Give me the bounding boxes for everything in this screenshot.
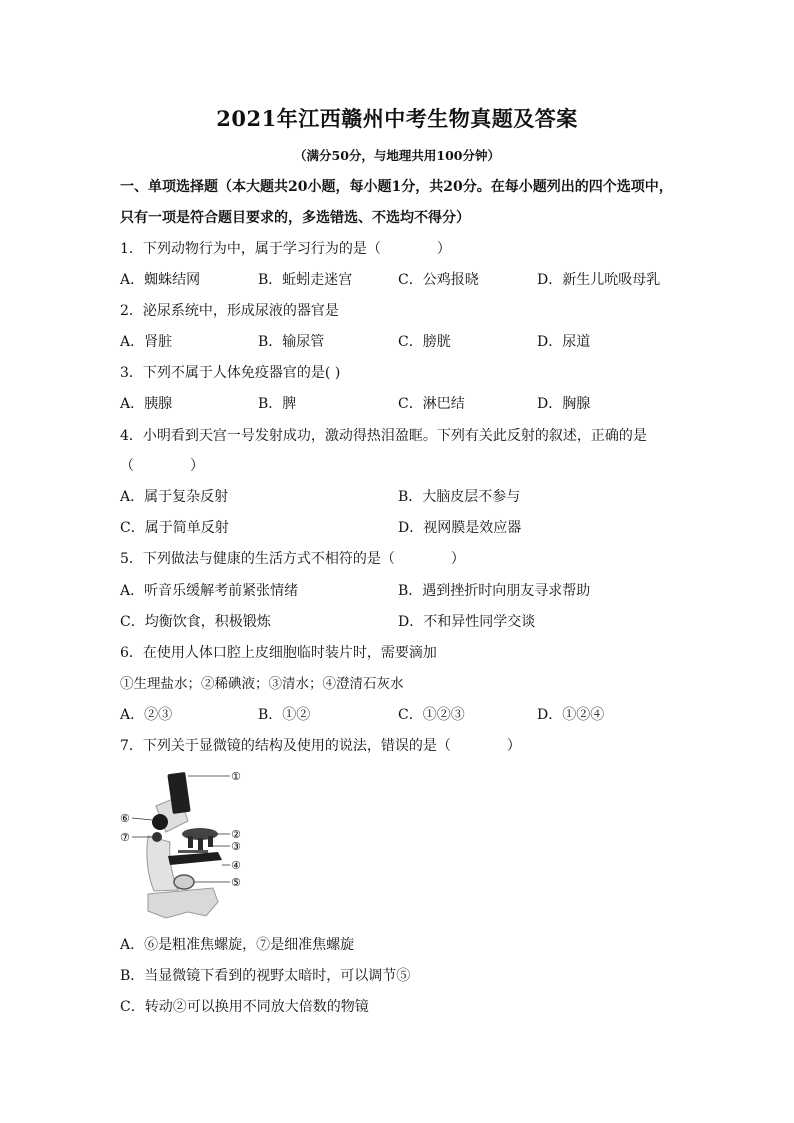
question-1-option-b: B．蚯蚓走迷宫 [258,272,353,288]
question-2-option-c: C．膀胱 [398,334,451,350]
question-7-option-c: C．转动②可以换用不同放大倍数的物镜 [120,999,369,1015]
question-1-stem: 1．下列动物行为中，属于学习行为的是（ ） [120,241,451,257]
coarse-knob [152,814,168,830]
question-3-option-c: C．淋巴结 [398,396,465,412]
question-6-option-b: B．①② [258,707,311,723]
mirror [174,875,194,889]
question-5-option-b: B．遇到挫折时向朋友寻求帮助 [398,583,591,599]
section-heading-line1: 一、单项选择题（本大题共20小题，每小题1分，共20分。在每小题列出的四个选项中， [120,179,673,195]
question-5-option-a: A．听音乐缓解考前紧张情绪 [120,583,299,599]
figure-label-3: ③ [231,840,241,853]
question-6-option-d: D．①②④ [537,707,605,723]
question-4-option-d: D．视网膜是效应器 [398,520,522,536]
question-7-stem: 7．下列关于显微镜的结构及使用的说法，错误的是（ ） [120,738,521,754]
question-2-option-a: A．肾脏 [120,334,173,350]
objective-lens [208,836,213,847]
question-6-substances: ①生理盐水；②稀碘液；③清水；④澄清石灰水 [120,676,404,692]
question-3-option-b: B．脾 [258,396,297,412]
figure-label-2: ② [231,828,241,841]
question-7-option-b: B．当显微镜下看到的视野太暗时，可以调节⑤ [120,968,411,984]
objective-lens [198,838,203,850]
question-4-stem: 4．小明看到天宫一号发射成功，激动得热泪盈眶。下列有关此反射的叙述，正确的是 [120,428,647,444]
fine-knob [152,832,162,842]
section-heading-line2: 只有一项是符合题目要求的，多选错选、不选均不得分） [120,210,470,226]
question-6-option-a: A．②③ [120,707,173,723]
question-5-option-d: D．不和异性同学交谈 [398,614,536,630]
question-1-option-d: D．新生儿吮吸母乳 [537,272,661,288]
microscope-figure [118,766,258,921]
figure-label-6: ⑥ [120,812,130,825]
microscope-base [148,888,218,918]
figure-label-1: ① [231,770,241,783]
question-5-option-c: C．均衡饮食，积极锻炼 [120,614,271,630]
question-4-stem-blank: （ ） [120,458,204,474]
stage-clip [178,850,208,853]
question-6-option-c: C．①②③ [398,707,465,723]
question-2-option-b: B．输尿管 [258,334,325,350]
page-title: 2021年江西赣州中考生物真题及答案 [216,106,578,131]
question-5-stem: 5．下列做法与健康的生活方式不相符的是（ ） [120,551,465,567]
objective-lens [188,836,193,848]
question-6-stem: 6．在使用人体口腔上皮细胞临时装片时，需要滴加 [120,645,437,661]
page-subtitle: （满分50分，与地理共用100分钟） [294,148,500,163]
question-3-option-d: D．胸腺 [537,396,591,412]
question-4-option-c: C．属于简单反射 [120,520,229,536]
question-3-stem: 3．下列不属于人体免疫器官的是( ) [120,365,341,381]
question-4-option-b: B．大脑皮层不参与 [398,489,521,505]
question-1-option-c: C．公鸡报晓 [398,272,479,288]
question-3-option-a: A．胰腺 [120,396,173,412]
question-4-option-a: A．属于复杂反射 [120,489,229,505]
stage [168,852,222,865]
figure-label-7: ⑦ [120,831,130,844]
question-1-option-a: A．蜘蛛结网 [120,272,201,288]
question-2-option-d: D．尿道 [537,334,591,350]
question-7-option-a: A．⑥是粗准焦螺旋，⑦是细准焦螺旋 [120,937,355,953]
figure-label-5: ⑤ [231,876,241,889]
figure-label-4: ④ [231,859,241,872]
question-2-stem: 2．泌尿系统中，形成尿液的器官是 [120,303,339,319]
